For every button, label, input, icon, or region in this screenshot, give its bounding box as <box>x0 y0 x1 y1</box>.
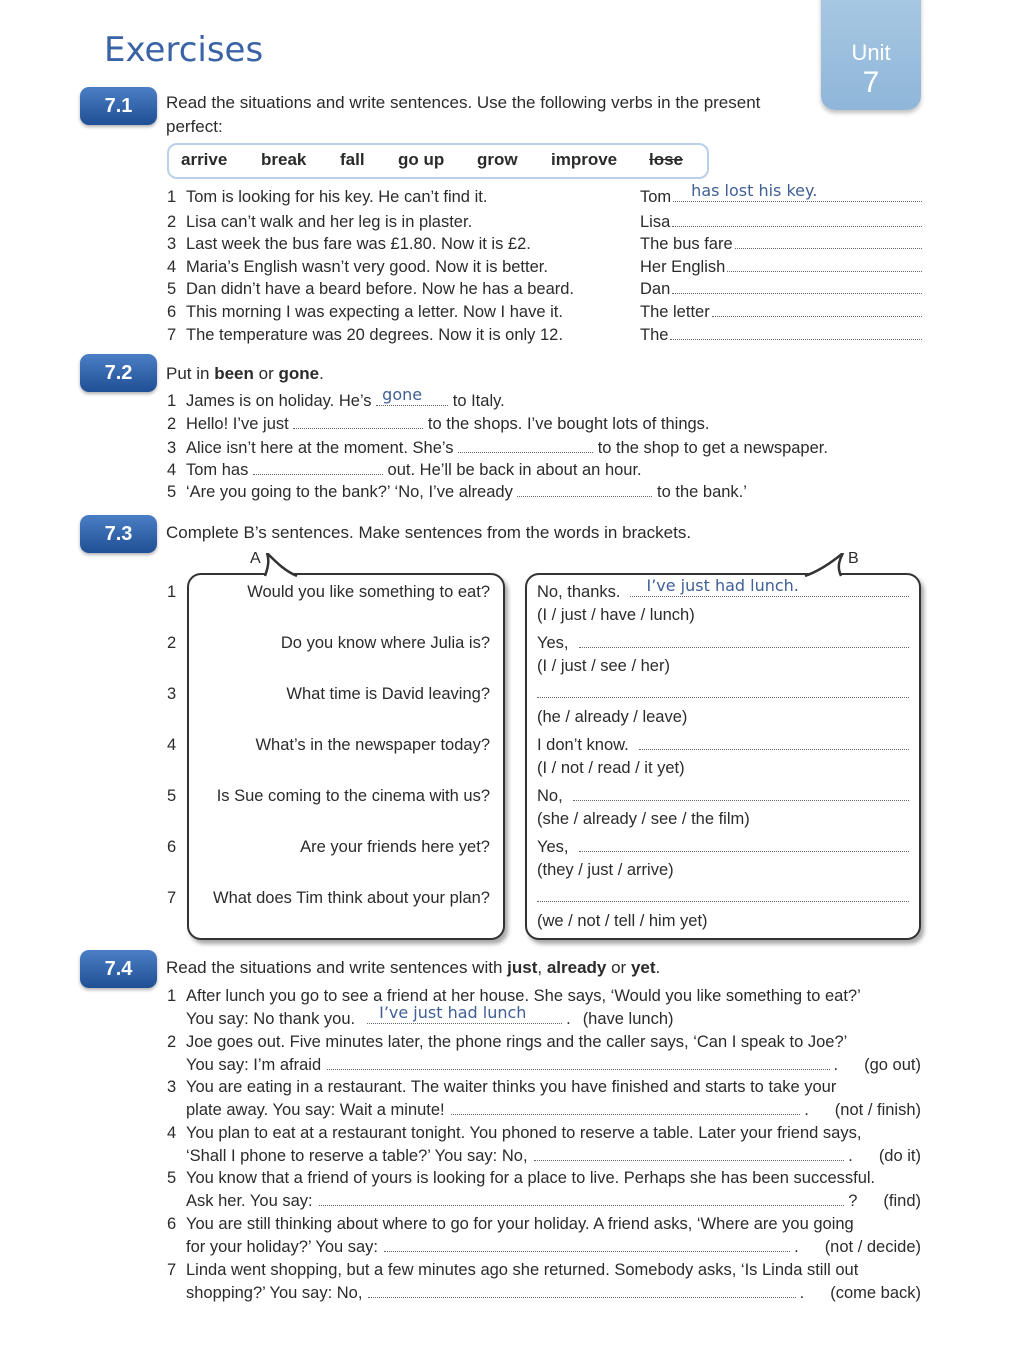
verb-item-crossed-out: lose <box>649 150 684 169</box>
response-line <box>186 1190 921 1212</box>
exercise-item <box>167 324 922 346</box>
situation-text: Tom is looking for his key. He can’t find it. <box>186 188 488 206</box>
word-hint: (we / not / tell / him yet) <box>537 912 708 930</box>
sentence-end: to Italy. <box>452 392 505 410</box>
answer-blank[interactable] <box>735 234 922 249</box>
exercise-item <box>167 181 922 208</box>
answer-blank[interactable] <box>727 257 922 272</box>
response-punctuation: . <box>848 1146 853 1165</box>
keyword-been: been <box>214 364 254 383</box>
reply-b-line <box>537 683 909 698</box>
exercise-badge-7-3: 7.3 <box>80 515 157 553</box>
exercise-item <box>167 301 922 323</box>
item-number: 4 <box>167 461 177 479</box>
item-number: 1 <box>167 987 177 1005</box>
question-a: Is Sue coming to the cinema with us? <box>216 787 490 805</box>
item-number: 7 <box>167 889 177 907</box>
word-hint: (I / just / see / her) <box>537 657 670 675</box>
situation-text: This morning I was expecting a letter. Now I have it. <box>186 303 563 321</box>
word-hint: (do it) <box>878 1146 921 1165</box>
answer-blank[interactable] <box>712 302 922 317</box>
exercise-item <box>167 256 922 278</box>
verb-item: arrive <box>181 150 228 169</box>
item-number: 5 <box>167 280 177 298</box>
exercise-instruction-7-2 <box>166 362 786 386</box>
word-hint: (not / decide) <box>824 1238 921 1256</box>
page-title: Exercises <box>104 30 264 70</box>
exercise-item <box>167 385 505 412</box>
exercise-item <box>167 459 642 481</box>
instruction-text: . <box>655 958 661 977</box>
word-hint: (he / already / leave) <box>537 708 688 726</box>
answer-line <box>640 324 922 346</box>
response-start: You say: I’m afraid <box>186 1055 322 1074</box>
item-number: 6 <box>167 1215 177 1233</box>
answer-blank[interactable] <box>579 837 909 852</box>
word-hint: (have lunch) <box>582 1010 674 1028</box>
response-punctuation: . <box>799 1283 805 1302</box>
question-a: Are your friends here yet? <box>300 838 490 856</box>
exercise-badge-7-4: 7.4 <box>80 950 157 988</box>
verb-item: break <box>261 150 307 169</box>
exercise-item <box>167 278 922 300</box>
response-punctuation: . <box>566 1010 571 1028</box>
answer-line <box>640 301 922 323</box>
item-number: 3 <box>167 1078 177 1097</box>
response-line <box>186 1099 921 1121</box>
instruction-text: . <box>319 364 324 383</box>
situation-text: Dan didn’t have a beard before. Now he has a beard. <box>186 280 575 298</box>
item-number: 6 <box>167 303 177 321</box>
sentence-end: to the bank.’ <box>657 483 747 501</box>
verb-item: go up <box>398 150 445 169</box>
subject-text: The bus fare <box>640 235 733 253</box>
sentence-start: Alice isn’t here at the moment. She’s <box>186 439 454 457</box>
unit-number: 7 <box>862 66 880 99</box>
word-hint: (find) <box>883 1192 921 1211</box>
word-hint: (I / just / have / lunch) <box>537 606 695 624</box>
reply-b-line <box>537 734 909 756</box>
reply-b-start: I don’t know. <box>537 736 629 754</box>
item-number: 1 <box>167 583 177 601</box>
word-hint: (she / already / see / the film) <box>537 810 750 828</box>
item-number: 2 <box>167 1032 177 1051</box>
subject-text: Dan <box>640 280 671 298</box>
handwritten-answer: I’ve just had lunch <box>379 1003 527 1022</box>
answer-blank[interactable] <box>293 414 423 429</box>
answer-blank[interactable] <box>537 887 909 902</box>
exercise-badge-7-1: 7.1 <box>80 87 157 125</box>
answer-blank[interactable] <box>672 212 922 227</box>
item-number: 2 <box>167 634 177 652</box>
situation-line: After lunch you go to see a friend at her house. She says, ‘Would you like something to eat?’ <box>186 987 861 1005</box>
response-start: plate away. You say: Wait a minute! <box>186 1101 445 1120</box>
situation-text: Maria’s English wasn’t very good. Now it is better. <box>186 258 548 276</box>
response-line <box>186 1054 921 1076</box>
item-number: 4 <box>167 258 177 276</box>
answer-blank[interactable] <box>537 683 909 698</box>
subject-text: Lisa <box>640 213 671 231</box>
answer-blank[interactable] <box>517 482 652 497</box>
answer-line <box>640 256 922 278</box>
sentence-start: James is on holiday. He’s <box>186 392 372 410</box>
answer-blank[interactable] <box>319 1191 845 1206</box>
response-punctuation: ? <box>848 1192 858 1211</box>
item-number: 4 <box>167 736 177 754</box>
situation-text: Lisa can’t walk and her leg is in plaster. <box>186 213 473 231</box>
item-number: 2 <box>167 213 177 231</box>
question-a: What time is David leaving? <box>286 685 490 703</box>
exercise-item <box>167 233 922 255</box>
response-start: for your holiday?’ You say: <box>186 1238 379 1256</box>
answer-blank[interactable] <box>630 576 909 597</box>
situation-line: Joe goes out. Five minutes later, the phone rings and the caller says, ‘Can I speak to Joe?’ <box>186 1032 848 1051</box>
response-punctuation: . <box>794 1238 799 1256</box>
word-hint: (I / not / read / it yet) <box>537 759 685 777</box>
response-start: You say: No thank you. <box>186 1010 356 1028</box>
question-a: What’s in the newspaper today? <box>255 736 490 754</box>
item-number: 5 <box>167 787 177 805</box>
keyword-already: already <box>546 958 607 977</box>
answer-blank[interactable] <box>368 1283 795 1298</box>
sentence-start: ‘Are you going to the bank?’ ‘No, I’ve already <box>186 483 513 501</box>
answer-line <box>640 181 922 208</box>
answer-blank[interactable] <box>534 1146 845 1161</box>
item-number: 6 <box>167 838 177 856</box>
sentence-end: out. He’ll be back in about an hour. <box>387 461 642 479</box>
answer-blank[interactable] <box>458 438 593 453</box>
keyword-just: just <box>507 958 538 977</box>
reply-b-line <box>537 576 909 603</box>
item-number: 2 <box>167 415 177 433</box>
situation-line: You know that a friend of yours is looking for a place to live. Perhaps she has been successful. <box>186 1169 876 1188</box>
exercise-item <box>167 211 922 233</box>
bubble-tail-b <box>795 553 855 579</box>
sentence-end: to the shops. I’ve bought lots of things. <box>427 415 710 433</box>
response-line <box>186 1282 921 1304</box>
exercise-instruction-7-4 <box>166 956 786 980</box>
reply-b-line <box>537 887 909 902</box>
answer-blank[interactable] <box>327 1055 829 1070</box>
exercise-instruction-7-3: Complete B’s sentences. Make sentences from the words in brackets. <box>166 523 692 542</box>
sentence-start: Tom has <box>186 461 249 479</box>
exercise-badge-7-2: 7.2 <box>80 354 157 392</box>
word-hint: (go out) <box>864 1055 921 1074</box>
word-hint: (they / just / arrive) <box>537 861 674 879</box>
item-number: 1 <box>167 392 177 410</box>
exercise-item <box>167 413 710 435</box>
answer-line <box>640 211 922 233</box>
bubble-tail-a <box>255 553 315 579</box>
answer-blank[interactable] <box>579 633 909 648</box>
situation-line: You plan to eat at a restaurant tonight. You phoned to reserve a table. Later your friend says, <box>186 1123 862 1142</box>
answer-blank[interactable] <box>367 1003 562 1024</box>
situation-text: Last week the bus fare was £1.80. Now it is £2. <box>186 235 531 253</box>
response-line <box>186 1145 921 1167</box>
reply-b-start: Yes, <box>537 634 569 652</box>
instruction-text: , <box>537 958 547 977</box>
instruction-text: or <box>606 958 631 977</box>
reply-b-start: No, thanks. <box>537 583 621 601</box>
situation-line: Linda went shopping, but a few minutes ago she returned. Somebody asks, ‘Is Linda still out <box>186 1260 859 1279</box>
answer-line <box>640 278 922 300</box>
handwritten-answer: gone <box>382 385 423 404</box>
handwritten-answer: has lost his key. <box>691 181 818 200</box>
question-a: Do you know where Julia is? <box>280 634 490 652</box>
question-a: Would you like something to eat? <box>247 583 490 601</box>
response-line <box>186 1236 921 1258</box>
answer-blank[interactable] <box>672 279 922 294</box>
item-number: 3 <box>167 235 177 253</box>
reply-b-start: No, <box>537 787 563 805</box>
keyword-gone: gone <box>278 364 320 383</box>
speaker-a-label: A <box>250 550 261 567</box>
keyword-yet: yet <box>630 958 656 977</box>
instruction-text: Put in <box>166 364 215 383</box>
question-a: What does Tim think about your plan? <box>213 889 490 907</box>
subject-text: Her English <box>640 258 726 276</box>
answer-blank[interactable] <box>384 1237 790 1252</box>
subject-text: Tom <box>640 188 672 206</box>
instruction-text: or <box>253 364 279 383</box>
response-start: shopping?’ You say: No, <box>186 1283 363 1302</box>
exercise-instruction-7-1: Read the situations and write sentences. Use the following verbs in the present perfect: <box>166 93 761 136</box>
reply-b-start: Yes, <box>537 838 569 856</box>
answer-blank[interactable] <box>451 1100 801 1115</box>
subject-text: The letter <box>640 303 710 321</box>
verb-item: improve <box>551 150 618 169</box>
response-punctuation: . <box>804 1101 809 1120</box>
reply-b-line <box>537 632 909 654</box>
item-number: 7 <box>167 1260 177 1279</box>
exercise-item <box>167 437 828 459</box>
speaker-b-label: B <box>848 550 859 567</box>
word-hint: (come back) <box>830 1283 921 1302</box>
item-number: 7 <box>167 326 177 344</box>
situation-line: You are still thinking about where to go for your holiday. A friend asks, ‘Where are you going <box>186 1215 854 1233</box>
answer-blank[interactable] <box>376 385 448 406</box>
item-number: 5 <box>167 483 177 501</box>
item-number: 3 <box>167 439 177 457</box>
reply-b-line <box>537 836 909 858</box>
exercise-item <box>167 481 747 503</box>
answer-line <box>640 233 922 255</box>
sentence-end: to the shop to get a newspaper. <box>597 439 828 457</box>
unit-label: Unit <box>851 40 891 65</box>
answer-blank[interactable] <box>673 181 922 202</box>
handwritten-answer: I’ve just had lunch. <box>646 576 799 595</box>
item-number: 4 <box>167 1123 177 1142</box>
situation-line: You are eating in a restaurant. The waiter thinks you have finished and starts to take your <box>186 1078 837 1097</box>
verb-box <box>167 143 709 179</box>
answer-blank[interactable] <box>670 325 922 340</box>
response-start: ‘Shall I phone to reserve a table?’ You say: No, <box>186 1146 528 1165</box>
sentence-start: Hello! I’ve just <box>186 415 289 433</box>
speech-bubble-a <box>187 573 505 940</box>
verb-item: fall <box>340 150 365 169</box>
subject-text: The <box>640 326 669 344</box>
item-number: 5 <box>167 1169 177 1188</box>
item-number: 1 <box>167 188 177 206</box>
item-number: 3 <box>167 685 177 703</box>
word-hint: (not / finish) <box>834 1101 921 1120</box>
answer-blank[interactable] <box>639 735 909 750</box>
answer-blank[interactable] <box>253 460 383 475</box>
answer-blank[interactable] <box>573 786 909 801</box>
response-line <box>186 1003 921 1030</box>
instruction-text: Read the situations and write sentences with <box>166 958 508 977</box>
verb-item: grow <box>477 150 518 169</box>
unit-tab <box>821 0 921 110</box>
reply-b-line <box>537 785 909 807</box>
response-start: Ask her. You say: <box>186 1192 313 1211</box>
situation-text: The temperature was 20 degrees. Now it is only 12. <box>186 326 563 344</box>
response-punctuation: . <box>833 1055 839 1074</box>
